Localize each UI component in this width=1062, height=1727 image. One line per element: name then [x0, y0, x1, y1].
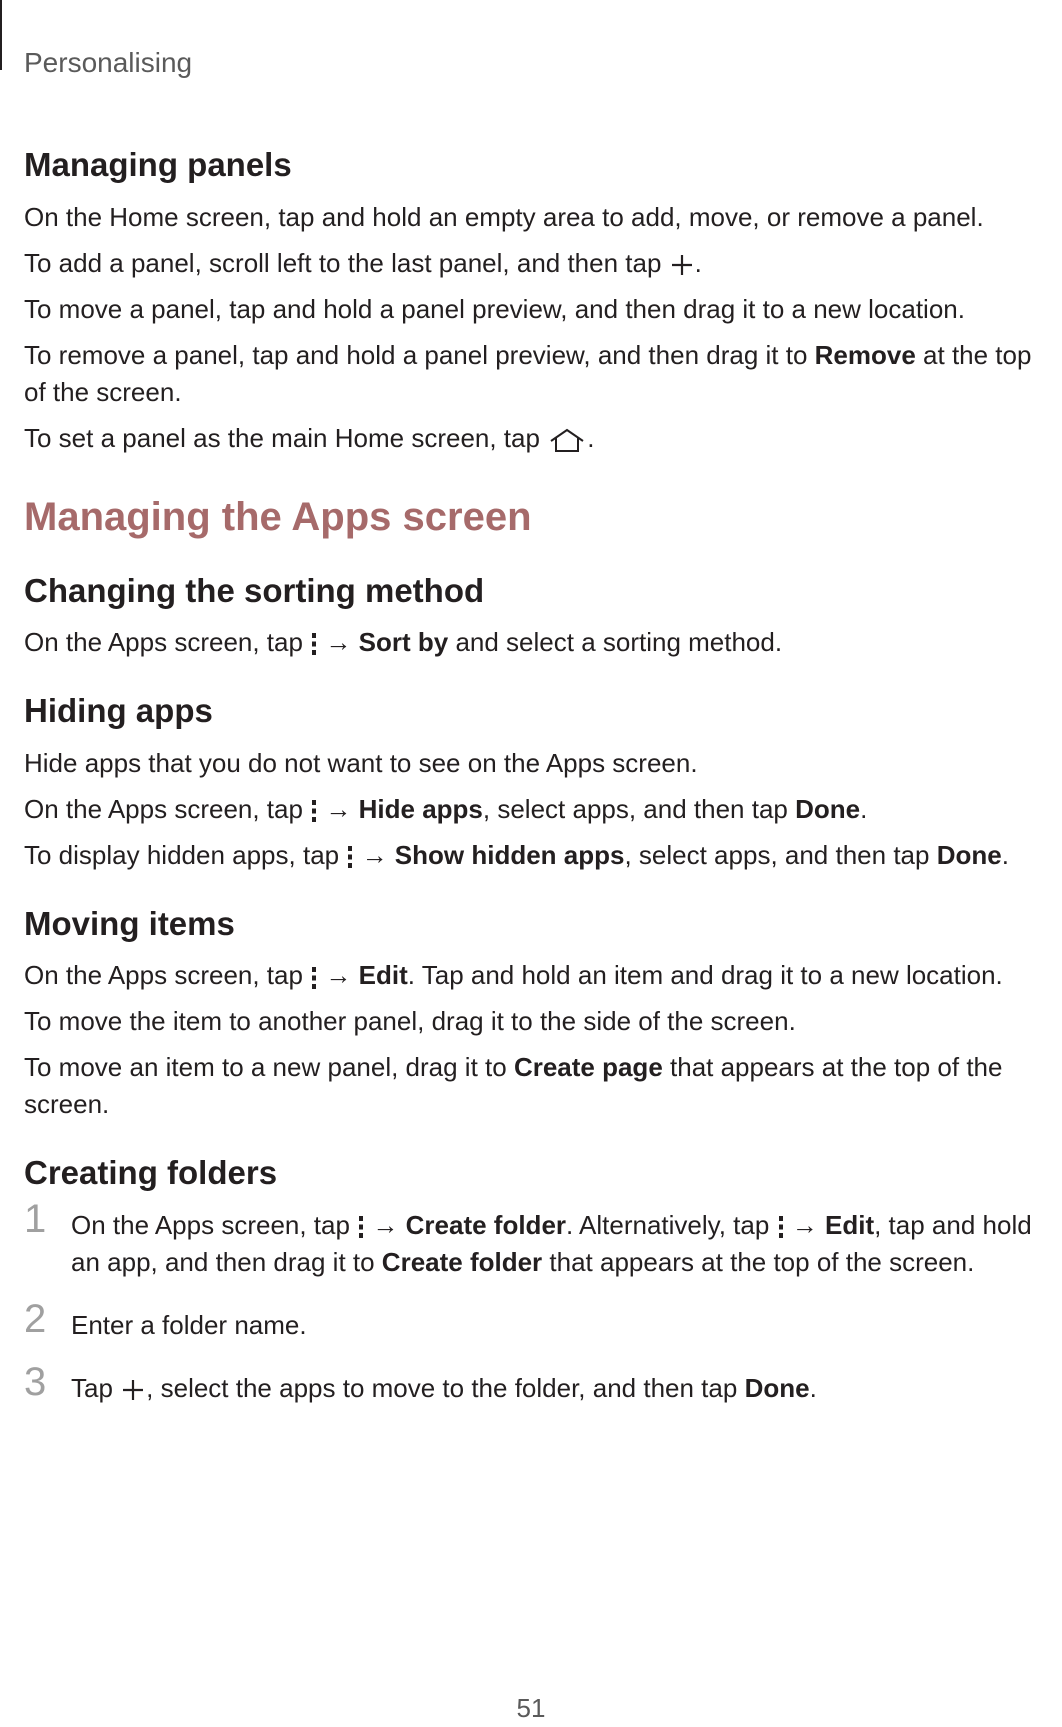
moving-paragraph-3: To move an item to a new panel, drag it to Create page that appears at the top of the screen.: [24, 1052, 1003, 1120]
plus-icon: [669, 252, 695, 278]
folder-step-1: [24, 1196, 1044, 1281]
section-title-creating-folders: Creating folders: [24, 1154, 278, 1192]
page-content: [24, 145, 1044, 1407]
step-number: 3: [24, 1359, 47, 1404]
more-options-icon: [310, 631, 318, 657]
section-title-managing-panels: Managing panels: [24, 146, 292, 183]
home-icon: [547, 427, 587, 453]
panels-paragraph-5: To set a panel as the main Home screen, tap .: [24, 422, 595, 453]
folder-step-2: [24, 1296, 1044, 1344]
moving-paragraph-1: On the Apps screen, tap → Edit. Tap and hold an item and drag it to a new location.: [24, 960, 1003, 991]
panels-paragraph-4: To remove a panel, tap and hold a panel preview, and then drag it to Remove at the top of the screen.: [24, 339, 1032, 407]
step-text: On the Apps screen, tap → Create folder. Alternatively, tap → Edit, tap and hold an app, and then drag it to Create folder that appears at the top of the screen.: [71, 1209, 1032, 1277]
hiding-paragraph-2: On the Apps screen, tap → Hide apps, select apps, and then tap Done.: [24, 793, 868, 824]
plus-icon: [120, 1377, 146, 1403]
sorting-paragraph-1: On the Apps screen, tap → Sort by and select a sorting method.: [24, 627, 783, 658]
folder-step-3: [24, 1359, 1044, 1407]
more-options-icon: [777, 1214, 785, 1240]
hiding-paragraph-3: To display hidden apps, tap → Show hidden apps, select apps, and then tap Done.: [24, 839, 1009, 870]
running-header: Personalising: [24, 47, 193, 78]
page-number: 51: [516, 1693, 546, 1723]
step-text: Enter a folder name.: [71, 1309, 307, 1340]
panels-paragraph-1: On the Home screen, tap and hold an empty area to add, move, or remove a panel.: [24, 201, 984, 232]
more-options-icon: [357, 1214, 365, 1240]
panels-paragraph-2: To add a panel, scroll left to the last panel, and then tap .: [24, 247, 702, 278]
step-number: 2: [24, 1296, 47, 1341]
step-number: 1: [24, 1196, 47, 1241]
chapter-title-managing-apps-screen: Managing the Apps screen: [24, 494, 532, 539]
hiding-paragraph-1: Hide apps that you do not want to see on the Apps screen.: [24, 747, 698, 778]
panels-paragraph-3: To move a panel, tap and hold a panel preview, and then drag it to a new location.: [24, 293, 965, 324]
more-options-icon: [310, 798, 318, 824]
step-text: Tap , select the apps to move to the folder, and then tap Done.: [71, 1372, 817, 1403]
section-title-moving-items: Moving items: [24, 904, 235, 942]
section-title-sorting: Changing the sorting method: [24, 571, 485, 609]
section-title-hiding-apps: Hiding apps: [24, 692, 213, 730]
moving-paragraph-2: To move the item to another panel, drag it to the side of the screen.: [24, 1006, 796, 1037]
more-options-icon: [310, 965, 318, 991]
margin-line: [0, 0, 2, 70]
